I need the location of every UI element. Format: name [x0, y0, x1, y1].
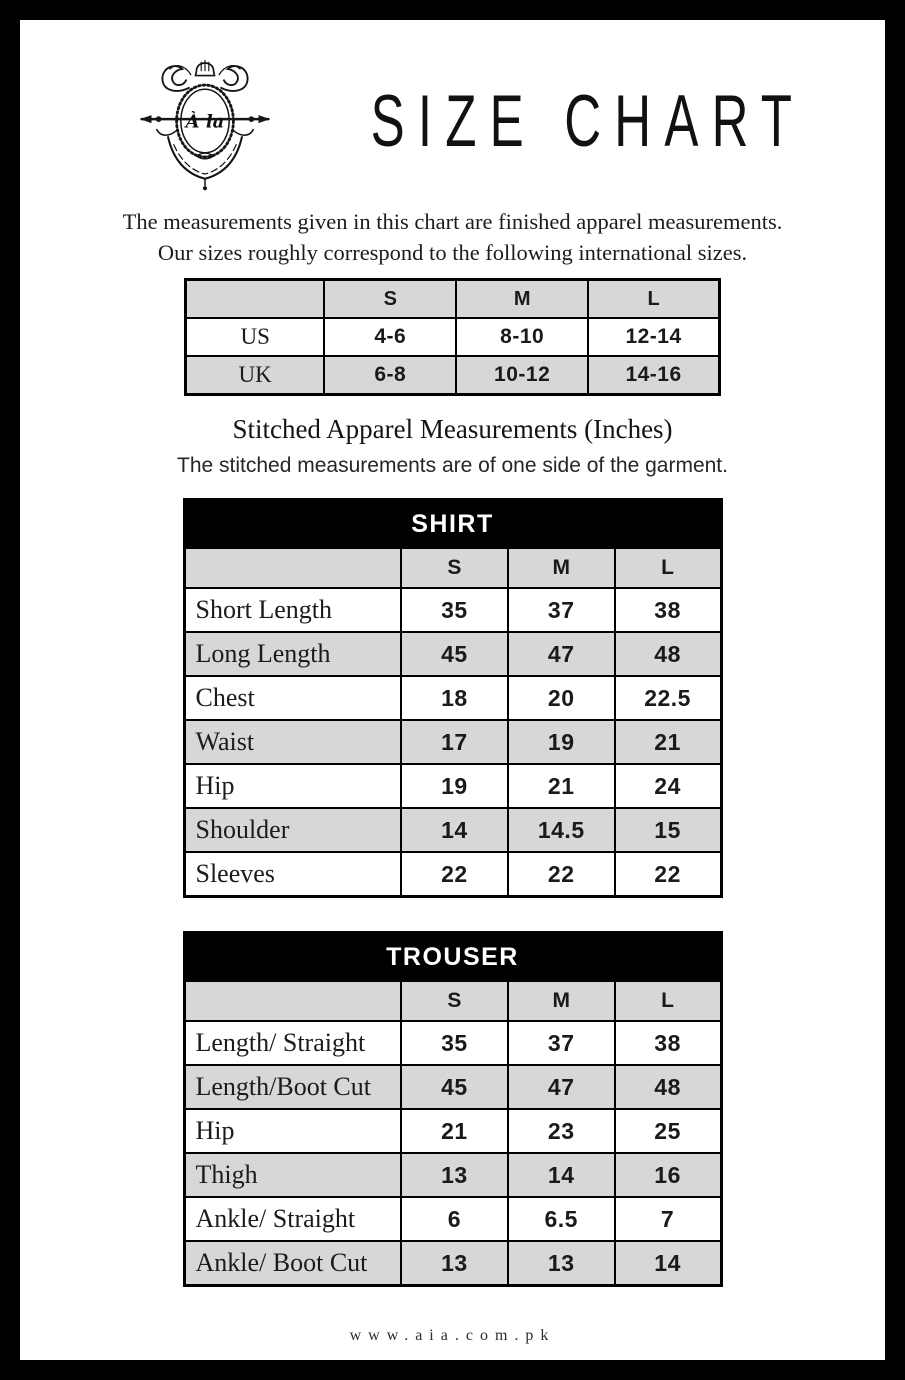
measurement-label: Ankle/ Boot Cut: [184, 1241, 401, 1286]
intro-line-2: Our sizes roughly correspond to the following international sizes.: [157, 240, 748, 265]
corner-cell: [184, 548, 401, 588]
trouser-size-table: [183, 931, 723, 1287]
col-header-m: M: [508, 981, 615, 1021]
trouser-measurement-row: [184, 1241, 721, 1286]
measurement-value: 47: [508, 1065, 615, 1109]
col-header-m: M: [508, 548, 615, 588]
measurement-value: 48: [615, 1065, 721, 1109]
trouser-header-row: [184, 981, 721, 1021]
international-row: [186, 356, 720, 395]
measurement-value: 14.5: [508, 808, 615, 852]
measurement-value: 22.5: [615, 676, 721, 720]
trouser-measurement-row: [184, 1153, 721, 1197]
shirt-size-table: [183, 498, 723, 898]
measurement-value: 38: [615, 588, 721, 632]
measurement-label: Shoulder: [184, 808, 401, 852]
international-size-table: [184, 278, 721, 396]
measurement-value: 19: [508, 720, 615, 764]
measurement-value: 25: [615, 1109, 721, 1153]
measurement-value: 21: [401, 1109, 508, 1153]
measurement-value: 48: [615, 632, 721, 676]
shirt-measurement-row: [184, 588, 721, 632]
size-value: 8-10: [456, 318, 588, 356]
measurement-value: 37: [508, 588, 615, 632]
shirt-title-row: [184, 500, 721, 549]
crest-logo-icon: [134, 50, 276, 192]
measurement-value: 14: [401, 808, 508, 852]
corner-cell: [186, 280, 325, 319]
header: [20, 50, 885, 192]
section-heading: Stitched Apparel Measurements (Inches): [232, 414, 673, 444]
measurement-label: Sleeves: [184, 852, 401, 897]
col-header-l: L: [615, 548, 721, 588]
measurement-label: Length/ Straight: [184, 1021, 401, 1065]
size-value: 14-16: [588, 356, 719, 395]
corner-cell: [184, 981, 401, 1021]
shirt-header-row: [184, 548, 721, 588]
col-header-s: S: [401, 548, 508, 588]
trouser-measurement-row: [184, 1021, 721, 1065]
measurement-value: 16: [615, 1153, 721, 1197]
trouser-measurement-row: [184, 1065, 721, 1109]
shirt-table-title: SHIRT: [184, 500, 721, 549]
measurement-value: 22: [615, 852, 721, 897]
measurement-label: Ankle/ Straight: [184, 1197, 401, 1241]
international-row: [186, 318, 720, 356]
measurement-value: 22: [401, 852, 508, 897]
measurement-value: 6: [401, 1197, 508, 1241]
size-value: 6-8: [324, 356, 456, 395]
trouser-table-title: TROUSER: [184, 933, 721, 982]
measurement-value: 17: [401, 720, 508, 764]
measurement-value: 47: [508, 632, 615, 676]
logo-monogram: À la: [185, 111, 225, 133]
measurement-value: 18: [401, 676, 508, 720]
measurement-value: 13: [401, 1241, 508, 1286]
col-header-s: S: [324, 280, 456, 319]
shirt-measurement-row: [184, 808, 721, 852]
trouser-measurement-row: [184, 1109, 721, 1153]
measurement-value: 7: [615, 1197, 721, 1241]
measurement-value: 22: [508, 852, 615, 897]
measurement-value: 19: [401, 764, 508, 808]
measurement-value: 45: [401, 1065, 508, 1109]
col-header-l: L: [615, 981, 721, 1021]
measurement-value: 38: [615, 1021, 721, 1065]
measurement-value: 21: [508, 764, 615, 808]
shirt-measurement-row: [184, 632, 721, 676]
measurement-value: 6.5: [508, 1197, 615, 1241]
title-area: [276, 80, 885, 162]
shirt-measurement-row: [184, 764, 721, 808]
measurement-value: 14: [508, 1153, 615, 1197]
col-header-l: L: [588, 280, 719, 319]
measurement-value: 37: [508, 1021, 615, 1065]
size-value: 4-6: [324, 318, 456, 356]
shirt-measurement-row: [184, 852, 721, 897]
measurement-label: Hip: [184, 1109, 401, 1153]
col-header-s: S: [401, 981, 508, 1021]
measurement-label: Length/Boot Cut: [184, 1065, 401, 1109]
measurement-label: Chest: [184, 676, 401, 720]
measurement-label: Long Length: [184, 632, 401, 676]
intro-text: [20, 206, 885, 268]
measurement-label: Thigh: [184, 1153, 401, 1197]
measurement-label: Waist: [184, 720, 401, 764]
measurement-value: 21: [615, 720, 721, 764]
shirt-measurement-row: [184, 720, 721, 764]
measurement-label: Short Length: [184, 588, 401, 632]
measurement-value: 15: [615, 808, 721, 852]
size-value: 12-14: [588, 318, 719, 356]
measurement-value: 24: [615, 764, 721, 808]
brand-logo: [134, 50, 276, 192]
measurement-value: 35: [401, 1021, 508, 1065]
region-label: US: [186, 318, 325, 356]
measurement-value: 13: [401, 1153, 508, 1197]
size-value: 10-12: [456, 356, 588, 395]
trouser-title-row: [184, 933, 721, 982]
measurement-label: Hip: [184, 764, 401, 808]
trouser-measurement-row: [184, 1197, 721, 1241]
measurement-value: 45: [401, 632, 508, 676]
col-header-m: M: [456, 280, 588, 319]
international-header-row: [186, 280, 720, 319]
website-url: www.aia.com.pk: [349, 1327, 556, 1344]
measurement-value: 20: [508, 676, 615, 720]
measurement-value: 14: [615, 1241, 721, 1286]
measurement-value: 23: [508, 1109, 615, 1153]
measurement-value: 13: [508, 1241, 615, 1286]
region-label: UK: [186, 356, 325, 395]
page-title: SIZE CHART: [370, 80, 806, 162]
intro-line-1: The measurements given in this chart are finished apparel measurements.: [122, 209, 783, 234]
shirt-measurement-row: [184, 676, 721, 720]
section-note: The stitched measurements are of one side of the garment.: [177, 454, 728, 477]
measurement-value: 35: [401, 588, 508, 632]
